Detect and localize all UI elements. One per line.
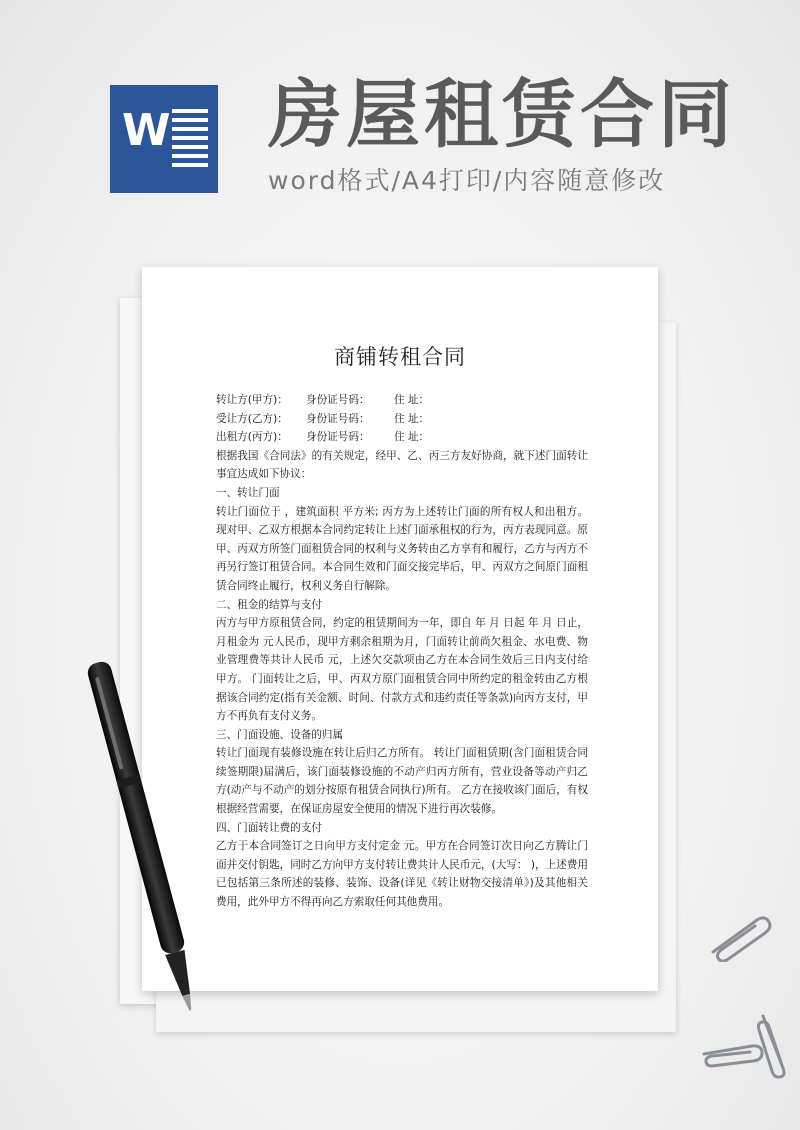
document-title: 商铺转租合同 — [334, 345, 466, 369]
party-line-transferor — [216, 391, 588, 410]
pen-icon — [84, 655, 204, 1035]
banner-subtitle: word格式/A4打印/内容随意修改 — [268, 166, 666, 195]
party-address-label: 住 址： — [394, 394, 430, 406]
party-id-label: 身份证号码： — [306, 394, 370, 406]
party-role: 出租方(丙方)： — [216, 431, 288, 444]
document-body — [216, 391, 588, 912]
party-line-lessor — [216, 428, 588, 447]
word-logo-letter: W — [122, 105, 171, 156]
party-role: 受让方(乙方)： — [216, 412, 288, 425]
banner — [0, 0, 800, 215]
section-heading-2: 二、租金的结算与支付 — [216, 598, 322, 611]
party-role: 转让方(甲方)： — [216, 394, 288, 406]
section-heading-3: 三、门面设施、设备的归属 — [216, 728, 344, 741]
section-text-4: 乙方于本合同签订之日向甲方支付定金 元。甲方在合同签订次日向乙方腾让门面并交付钥匙，同时乙方向甲方支付转让费共计人民币元，(大写： )，上述费用已包括第三条所述的装修、装饰、设备(详见《转让财物交接清单》)及其他相关费用，此外甲方不得再向乙方索取任何其他费用。 — [216, 840, 588, 909]
banner-title: 房屋租赁合同 — [268, 72, 736, 158]
section-heading-4: 四、门面转让费的支付 — [216, 821, 322, 834]
party-address-label: 住 址： — [394, 412, 430, 425]
party-id-label: 身份证号码： — [306, 412, 370, 425]
document-page — [142, 267, 658, 991]
section-heading-1: 一、转让门面 — [216, 486, 280, 499]
section-text-3: 转让门面现有装修设施在转让后归乙方所有。 转让门面租赁期(含门面租赁合同续签期限)届满后，该门面装修设施的不动产归丙方所有，营业设备等动产归乙方(动产与不动产的划分按原有租赁合同执行)所有。 乙方在接收该门面后，有权根据经营需要，在保证房屋安全使用的情况下进行再次装修。 — [216, 747, 588, 816]
paperclip-icon — [705, 912, 775, 962]
paperclip-icon — [755, 1010, 795, 1080]
party-line-transferee — [216, 410, 588, 429]
word-icon — [110, 85, 218, 193]
party-address-label: 住 址： — [394, 431, 430, 444]
document-lines-icon — [172, 109, 208, 172]
intro-paragraph: 根据我国《合同法》的有关规定，经甲、乙、丙三方友好协商，就下述门面转让事宜达成如下协议： — [216, 449, 588, 481]
section-text-1: 转让门面位于 ，建筑面积 平方米; 丙方为上述转让门面的所有权人和出租方。现对甲、乙双方根据本合同约定转让上述门面承租权的行为，丙方表现同意。原甲、丙双方所签门面租赁合同的权利与义务转由乙方享有和履行，乙方与丙方不再另行签订租赁合同。本合同生效和门面交接完毕后，甲、丙双方之间原门面租赁合同终止履行，权利义务自行解除。 — [216, 505, 588, 592]
party-id-label: 身份证号码： — [306, 431, 370, 444]
section-text-2: 丙方与甲方原租赁合同，约定的租赁期间为一年，即自 年 月 日起 年 月 日止，月租金为 元人民币，现甲方剩余租期为月，门面转让前尚欠租金、水电费、物业管理费等共计人民币 元，上述欠交款项由乙方在本合同生效后三日内支付给甲方。 门面转让之后，甲、丙双方原门面租赁合同中所约定的租金转由乙方根据该合同约定(指有关金额、时间、付款方式和违约责任等条款)向丙方支付，甲方不再负有支付义务。 — [216, 617, 588, 723]
